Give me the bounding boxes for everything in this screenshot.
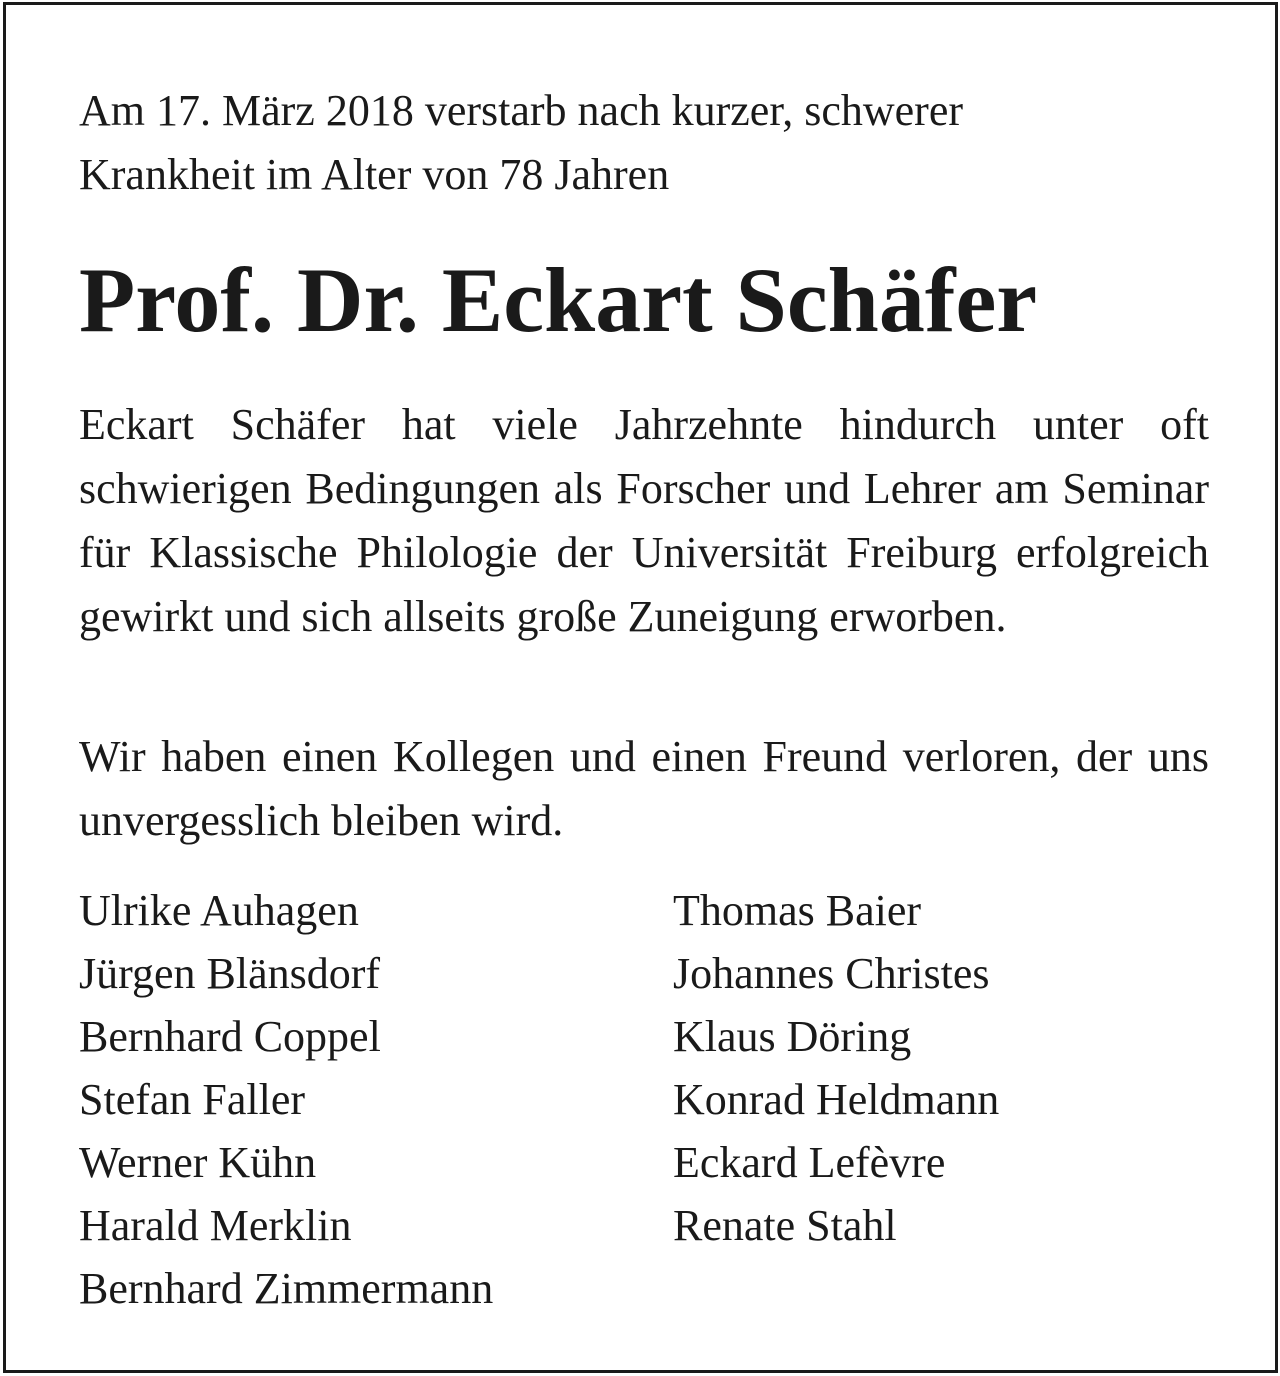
signatory-name: Jürgen Blänsdorf xyxy=(79,949,381,998)
signatory-name: Eckard Lefèvre xyxy=(673,1138,946,1187)
signatory-name: Harald Merklin xyxy=(79,1201,352,1250)
signatory-name: Werner Kühn xyxy=(79,1138,317,1187)
signatory-name: Konrad Heldmann xyxy=(673,1075,1000,1124)
signatory-name: Johannes Christes xyxy=(673,949,990,998)
signatory-name: Stefan Faller xyxy=(79,1075,306,1124)
intro-text xyxy=(79,79,1199,207)
signatory-name: Klaus Döring xyxy=(673,1012,912,1061)
signatories-left-column xyxy=(79,879,493,1320)
signatory-name: Renate Stahl xyxy=(673,1201,897,1250)
farewell-paragraph: Wir haben einen Kollegen und einen Freund verloren, der uns unvergesslich bleiben wird. xyxy=(79,732,1209,845)
intro-line-1: Am 17. März 2018 verstarb nach kurzer, schwerer xyxy=(79,86,963,135)
signatory-name: Thomas Baier xyxy=(673,886,922,935)
signatories-right-column xyxy=(673,879,999,1257)
signatory-name: Ulrike Auhagen xyxy=(79,886,359,935)
deceased-name: Prof. Dr. Eckart Schäfer xyxy=(79,249,1038,351)
signatory-name: Bernhard Zimmermann xyxy=(79,1264,494,1313)
tribute-paragraph: Eckart Schäfer hat viele Jahrzehnte hindurch unter oft schwierigen Bedingungen als Forscher und Lehrer am Seminar für Klassische Philologie der Universität Freiburg erfolgreich gewirkt und sich allseits große Zuneigung erworben. xyxy=(79,400,1209,641)
intro-line-2: Krankheit im Alter von 78 Jahren xyxy=(79,150,670,199)
obituary-notice xyxy=(3,2,1278,1373)
signatory-name: Bernhard Coppel xyxy=(79,1012,381,1061)
